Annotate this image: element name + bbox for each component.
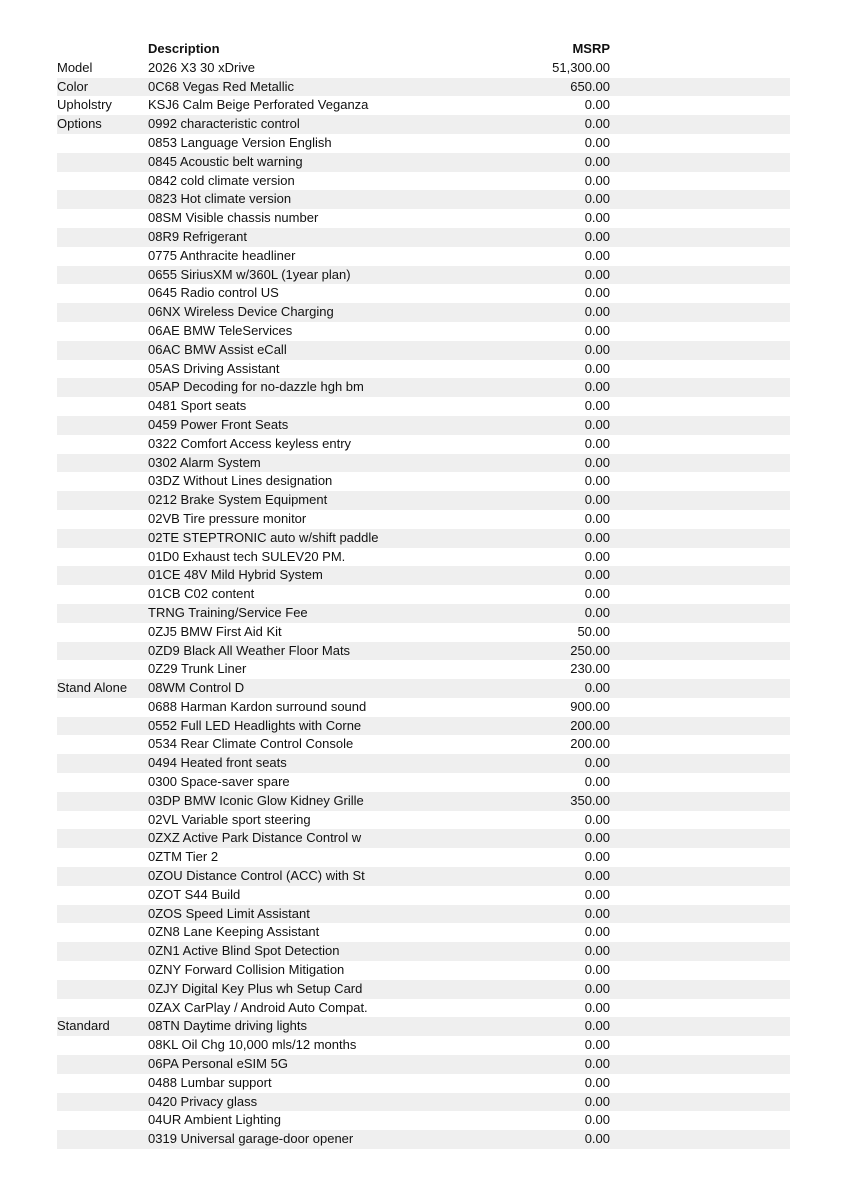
msrp-cell: 0.00 [584,604,610,620]
msrp-cell: 0.00 [584,191,610,207]
description-cell: 0992 characteristic control [148,116,300,132]
table-row [57,322,790,341]
description-cell: 0552 Full LED Headlights with Corne [148,717,362,733]
description-cell: 0ZTM Tier 2 [148,849,219,865]
msrp-cell: 0.00 [584,774,610,790]
table-row [57,1017,790,1036]
table-row [57,811,790,830]
msrp-cell: 0.00 [584,228,610,244]
msrp-cell: 0.00 [584,416,610,432]
description-cell: 06AE BMW TeleServices [148,322,293,338]
description-cell: 0534 Rear Climate Control Console [148,736,354,752]
category-cell: Options [57,116,102,132]
msrp-cell: 0.00 [584,1131,610,1147]
msrp-header: MSRP [572,41,610,56]
description-cell: TRNG Training/Service Fee [148,604,308,620]
table-row [57,754,790,773]
msrp-cell: 0.00 [584,116,610,132]
table-row [57,923,790,942]
table-row [57,416,790,435]
table-row [57,886,790,905]
msrp-cell: 0.00 [584,398,610,414]
category-cell: Stand Alone [57,680,128,696]
description-cell: 01D0 Exhaust tech SULEV20 PM. [148,548,346,564]
description-cell: 08R9 Refrigerant [148,228,247,244]
description-cell: 06AC BMW Assist eCall [148,341,287,357]
msrp-cell: 50.00 [577,623,610,639]
description-cell: 0ZN8 Lane Keeping Assistant [148,924,320,940]
description-cell: 0C68 Vegas Red Metallic [148,78,294,94]
msrp-cell: 0.00 [584,172,610,188]
table-row [57,999,790,1018]
description-cell: 05AP Decoding for no-dazzle hgh bm [148,379,364,395]
msrp-cell: 200.00 [570,717,610,733]
table-row [57,623,790,642]
description-cell: 0ZD9 Black All Weather Floor Mats [148,642,351,658]
msrp-cell: 250.00 [570,642,610,658]
msrp-cell: 0.00 [584,1093,610,1109]
table-row [57,59,790,78]
msrp-cell: 900.00 [570,698,610,714]
description-cell: 0459 Power Front Seats [148,416,289,432]
description-cell: 06NX Wireless Device Charging [148,304,334,320]
table-row [57,604,790,623]
description-cell: 0655 SiriusXM w/360L (1year plan) [148,266,351,282]
description-cell: KSJ6 Calm Beige Perforated Veganza [148,97,369,113]
table-row [57,773,790,792]
msrp-cell: 0.00 [584,1074,610,1090]
description-cell: 03DZ Without Lines designation [148,473,333,489]
table-row [57,905,790,924]
description-cell: 04UR Ambient Lighting [148,1112,281,1128]
msrp-cell: 0.00 [584,1018,610,1034]
msrp-cell: 650.00 [570,78,610,94]
description-cell: 0842 cold climate version [148,172,295,188]
msrp-cell: 0.00 [584,999,610,1015]
description-cell: 2026 X3 30 xDrive [148,59,255,75]
table-row [57,848,790,867]
description-cell: 0ZOS Speed Limit Assistant [148,905,310,921]
msrp-cell: 0.00 [584,134,610,150]
description-cell: 03DP BMW Iconic Glow Kidney Grille [148,792,364,808]
description-cell: 0775 Anthracite headliner [148,247,296,263]
msrp-cell: 0.00 [584,435,610,451]
description-cell: 01CB C02 content [148,586,255,602]
table-row [57,341,790,360]
table-row [57,642,790,661]
msrp-cell: 0.00 [584,341,610,357]
description-cell: 06PA Personal eSIM 5G [148,1056,288,1072]
table-header [57,40,790,59]
table-row [57,1111,790,1130]
table-row [57,360,790,379]
msrp-cell: 0.00 [584,153,610,169]
msrp-cell: 0.00 [584,868,610,884]
description-cell: 08KL Oil Chg 10,000 mls/12 months [148,1037,357,1053]
table-row [57,115,790,134]
msrp-cell: 0.00 [584,962,610,978]
description-cell: 0Z29 Trunk Liner [148,661,247,677]
category-cell: Color [57,78,89,94]
msrp-cell: 0.00 [584,980,610,996]
table-row [57,472,790,491]
table-row [57,792,790,811]
msrp-cell: 0.00 [584,529,610,545]
description-cell: 0322 Comfort Access keyless entry [148,435,352,451]
msrp-cell: 0.00 [584,210,610,226]
msrp-cell: 0.00 [584,266,610,282]
msrp-cell: 0.00 [584,811,610,827]
table-row [57,679,790,698]
table-row [57,942,790,961]
table-row [57,247,790,266]
table-row [57,1074,790,1093]
msrp-cell: 0.00 [584,247,610,263]
description-cell: 02VL Variable sport steering [148,811,311,827]
table-row [57,134,790,153]
msrp-cell: 0.00 [584,548,610,564]
description-cell: 01CE 48V Mild Hybrid System [148,567,323,583]
description-cell: 08TN Daytime driving lights [148,1018,307,1034]
table-row [57,266,790,285]
msrp-cell: 0.00 [584,1056,610,1072]
table-row [57,491,790,510]
table-row [57,867,790,886]
msrp-cell: 0.00 [584,1112,610,1128]
description-header: Description [148,41,220,56]
description-cell: 0420 Privacy glass [148,1093,258,1109]
msrp-cell: 0.00 [584,454,610,470]
description-cell: 0319 Universal garage-door opener [148,1131,354,1147]
table-row [57,190,790,209]
table-row [57,510,790,529]
description-cell: 0494 Heated front seats [148,755,287,771]
description-cell: 0ZN1 Active Blind Spot Detection [148,943,340,959]
table-row [57,980,790,999]
description-cell: 0823 Hot climate version [148,191,292,207]
table-row [57,435,790,454]
description-cell: 0300 Space-saver spare [148,774,290,790]
table-row [57,829,790,848]
table-row [57,585,790,604]
description-cell: 0ZOT S44 Build [148,886,241,902]
table-row [57,209,790,228]
table-row [57,566,790,585]
table-row [57,660,790,679]
description-cell: 0488 Lumbar support [148,1074,272,1090]
msrp-cell: 0.00 [584,567,610,583]
table-row [57,228,790,247]
description-cell: 0212 Brake System Equipment [148,492,328,508]
msrp-cell: 350.00 [570,792,610,808]
table-row [57,1055,790,1074]
table-row [57,454,790,473]
msrp-cell: 0.00 [584,97,610,113]
description-cell: 0481 Sport seats [148,398,247,414]
msrp-cell: 200.00 [570,736,610,752]
msrp-cell: 0.00 [584,492,610,508]
msrp-cell: 0.00 [584,905,610,921]
table-row [57,548,790,567]
description-cell: 08WM Control D [148,680,245,696]
msrp-cell: 0.00 [584,510,610,526]
msrp-cell: 0.00 [584,473,610,489]
table-row [57,378,790,397]
category-cell: Standard [57,1018,110,1034]
msrp-cell: 0.00 [584,886,610,902]
msrp-cell: 0.00 [584,680,610,696]
description-cell: 02VB Tire pressure monitor [148,510,307,526]
msrp-cell: 0.00 [584,755,610,771]
description-cell: 0688 Harman Kardon surround sound [148,698,367,714]
table-row [57,397,790,416]
description-cell: 0ZOU Distance Control (ACC) with St [148,868,365,884]
msrp-cell: 0.00 [584,830,610,846]
table-row [57,172,790,191]
description-cell: 08SM Visible chassis number [148,210,319,226]
msrp-cell: 0.00 [584,1037,610,1053]
description-cell: 05AS Driving Assistant [148,360,280,376]
msrp-cell: 51,300.00 [552,59,610,75]
msrp-cell: 0.00 [584,586,610,602]
table-row [57,698,790,717]
table-row [57,529,790,548]
msrp-cell: 0.00 [584,379,610,395]
description-cell: 0645 Radio control US [148,285,279,301]
msrp-cell: 0.00 [584,304,610,320]
description-cell: 0ZAX CarPlay / Android Auto Compat. [148,999,368,1015]
description-cell: 0853 Language Version English [148,134,332,150]
table-row [57,284,790,303]
description-cell: 0302 Alarm System [148,454,261,470]
msrp-cell: 0.00 [584,943,610,959]
table-row [57,1036,790,1055]
table-body [57,59,848,1149]
category-cell: Model [57,59,93,75]
category-cell: Upholstry [57,97,112,113]
msrp-cell: 230.00 [570,661,610,677]
description-cell: 0ZJ5 BMW First Aid Kit [148,623,282,639]
table-row [57,1093,790,1112]
msrp-cell: 0.00 [584,285,610,301]
table-row [57,717,790,736]
description-cell: 0ZNY Forward Collision Mitigation [148,962,345,978]
description-cell: 02TE STEPTRONIC auto w/shift paddle [148,529,379,545]
table-row [57,78,790,97]
description-cell: 0845 Acoustic belt warning [148,153,303,169]
msrp-cell: 0.00 [584,924,610,940]
table-row [57,96,790,115]
table-row [57,735,790,754]
table-row [57,303,790,322]
table-row [57,1130,790,1149]
description-cell: 0ZXZ Active Park Distance Control w [148,830,362,846]
msrp-cell: 0.00 [584,849,610,865]
table-row [57,153,790,172]
description-cell: 0ZJY Digital Key Plus wh Setup Card [148,980,363,996]
table-row [57,961,790,980]
msrp-cell: 0.00 [584,322,610,338]
msrp-cell: 0.00 [584,360,610,376]
